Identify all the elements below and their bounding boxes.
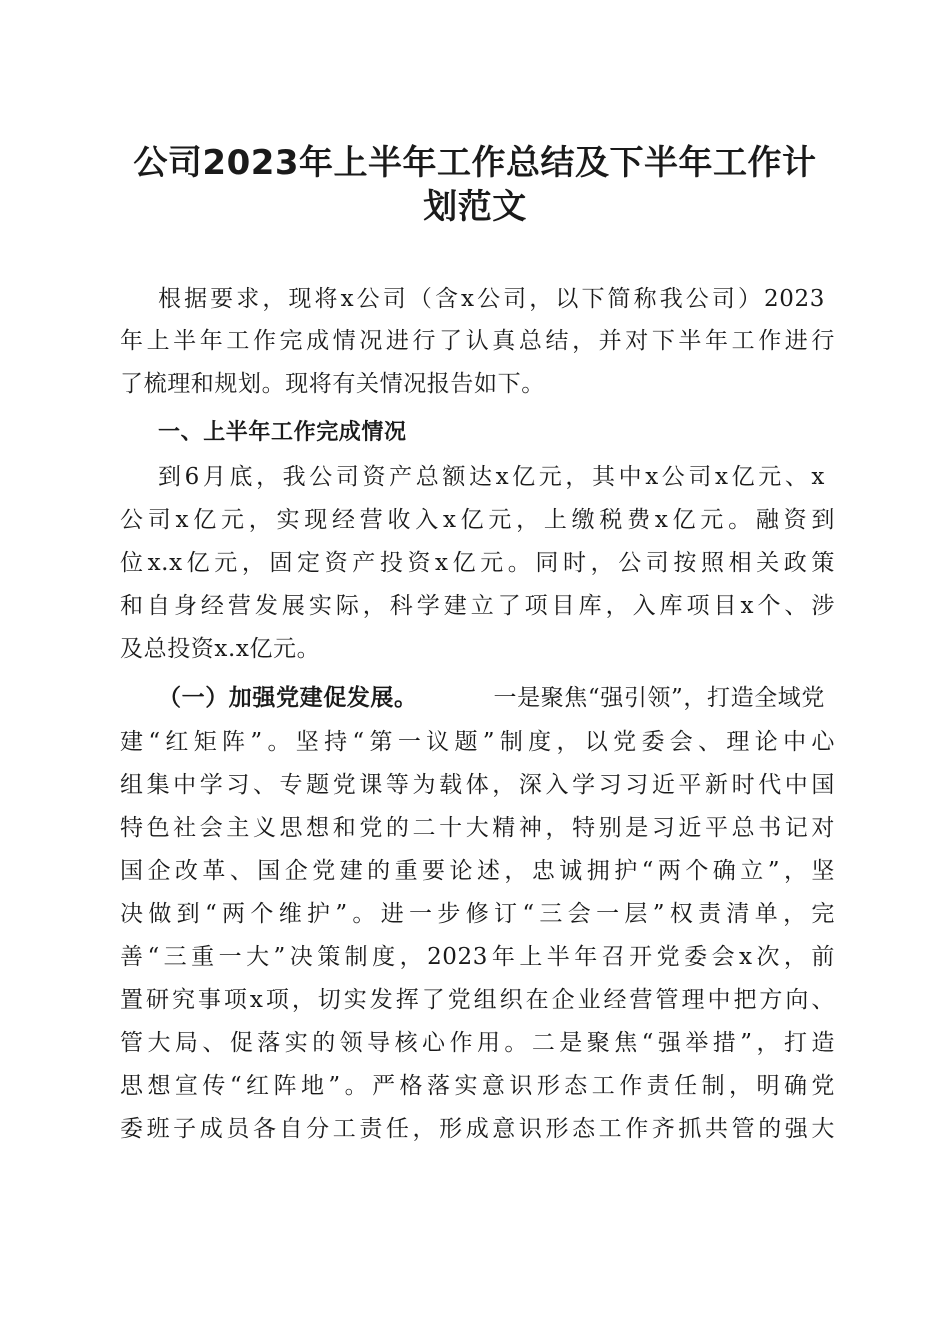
paragraph-line: 特色社会主义思想和党的二十大精神，特别是习近平总书记对 <box>120 815 835 841</box>
paragraph-line: 位x.x亿元，固定资产投资x亿元。同时，公司按照相关政策 <box>120 550 835 576</box>
paragraph-line: 公司x亿元，实现经营收入x亿元，上缴税费x亿元。融资到 <box>120 507 835 533</box>
intro-line: 年上半年工作完成情况进行了认真总结，并对下半年工作进行 <box>120 328 835 354</box>
paragraph-line: 国企改革、国企党建的重要论述，忠诚拥护“两个确立”，坚 <box>120 858 835 884</box>
paragraph-line: 置研究事项x项，切实发挥了党组织在企业经营管理中把方向、 <box>120 987 835 1013</box>
paragraph-line: 善“三重一大”决策制度，2023年上半年召开党委会x次，前 <box>120 944 835 970</box>
intro-line: 了梳理和规划。现将有关情况报告如下。 <box>120 371 545 397</box>
paragraph-line: 到6月底，我公司资产总额达x亿元，其中x公司x亿元、x <box>158 464 825 490</box>
paragraph-line: 和自身经营发展实际，科学建立了项目库，入库项目x个、涉 <box>120 593 835 619</box>
document-title-line-1: 公司2023年上半年工作总结及下半年工作计 <box>133 143 817 183</box>
subsection-heading: （一）加强党建促发展。 <box>158 685 418 711</box>
subsection-first-line-text: 一是聚焦“强引领”，打造全域党 <box>493 685 825 711</box>
paragraph-line: 委班子成员各自分工责任，形成意识形态工作齐抓共管的强大 <box>120 1116 835 1142</box>
section-heading: 一、上半年工作完成情况 <box>158 420 407 445</box>
document-title-line-2: 划范文 <box>423 187 527 227</box>
subsection-first-line <box>158 683 825 713</box>
paragraph-line: 决做到“两个维护”。进一步修订“三会一层”权责清单，完 <box>120 901 835 927</box>
intro-line: 根据要求，现将x公司（含x公司，以下简称我公司）2023 <box>158 286 825 312</box>
paragraph-line: 组集中学习、专题党课等为载体，深入学习习近平新时代中国 <box>120 772 835 798</box>
paragraph-line: 建“红矩阵”。坚持“第一议题”制度，以党委会、理论中心 <box>120 729 835 755</box>
paragraph-line: 及总投资x.x亿元。 <box>120 636 321 662</box>
paragraph-line: 思想宣传“红阵地”。严格落实意识形态工作责任制，明确党 <box>120 1073 835 1099</box>
paragraph-line: 管大局、促落实的领导核心作用。二是聚焦“强举措”，打造 <box>120 1030 835 1056</box>
